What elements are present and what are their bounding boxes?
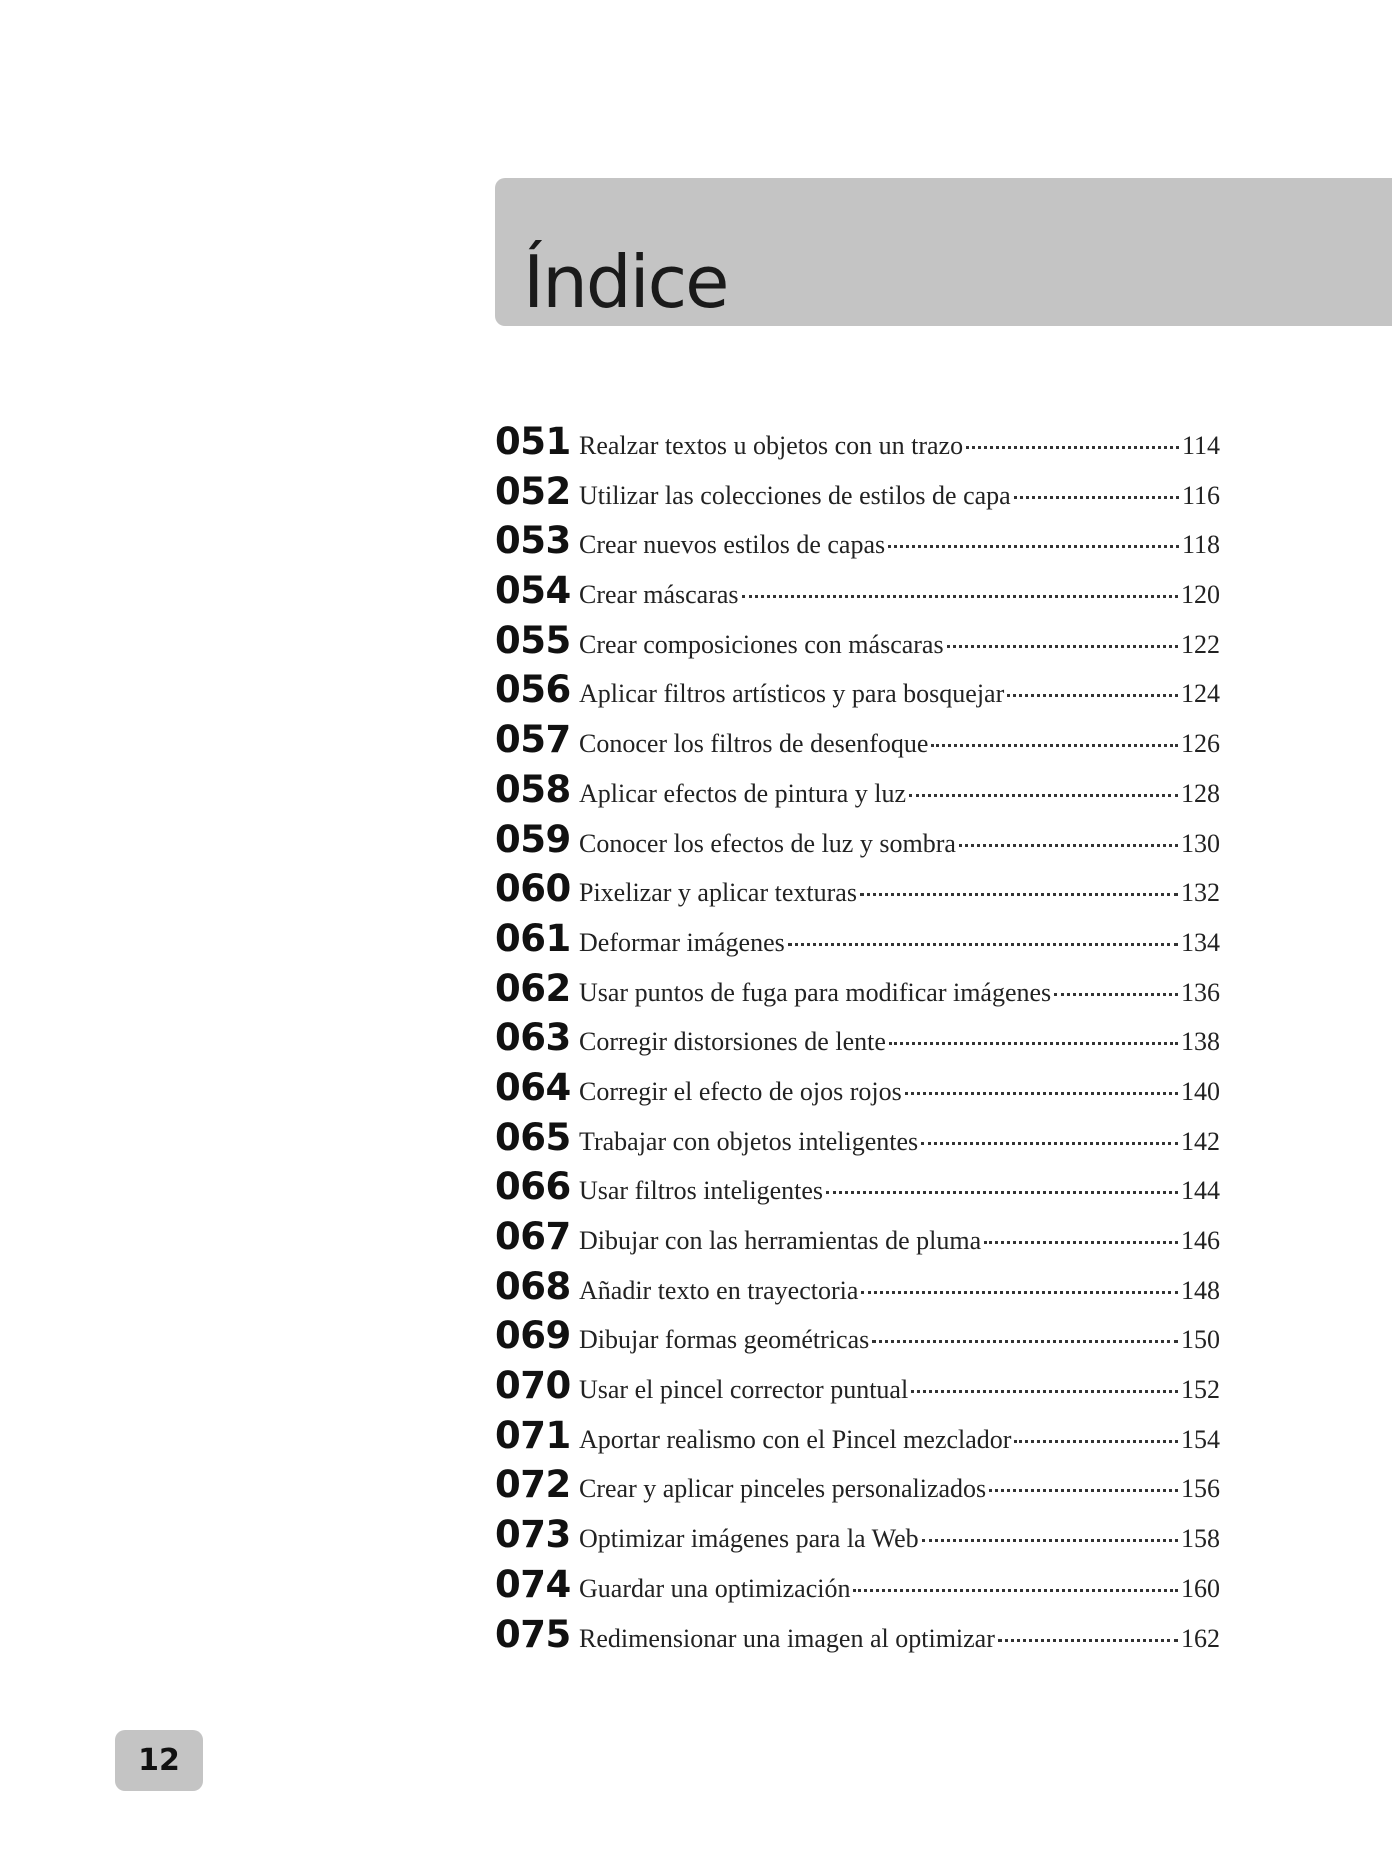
toc-entry-title: Aplicar filtros artísticos y para bosquejar: [579, 679, 1005, 709]
toc-entry-title: Crear y aplicar pinceles personalizados: [579, 1474, 987, 1504]
toc-entry-title: Conocer los filtros de desenfoque: [579, 729, 929, 759]
toc-entry-number: 071: [495, 1413, 571, 1457]
toc-entry-title: Guardar una optimización: [579, 1573, 851, 1603]
toc-entry-number: 066: [495, 1165, 571, 1209]
dot-leader: [1007, 694, 1178, 697]
toc-entry[interactable]: [495, 470, 1220, 520]
dot-leader: [909, 794, 1178, 797]
dot-leader: [984, 1241, 1178, 1244]
toc-entry[interactable]: [495, 569, 1220, 619]
toc-entry[interactable]: [495, 519, 1220, 569]
toc-entry[interactable]: [495, 1563, 1220, 1613]
toc-entry[interactable]: [495, 718, 1220, 768]
toc-entry-page: 118: [1181, 530, 1220, 560]
toc-entry-title: Corregir distorsiones de lente: [579, 1027, 886, 1057]
toc-entry-title: Crear máscaras: [579, 580, 739, 610]
toc-entry[interactable]: [495, 420, 1220, 470]
dot-leader: [947, 645, 1178, 648]
dot-leader: [911, 1390, 1178, 1393]
toc-entry-number: 052: [495, 469, 571, 513]
toc-entry-page: 160: [1181, 1573, 1220, 1603]
toc-entry-title: Aportar realismo con el Pincel mezclador: [579, 1424, 1012, 1454]
toc-entry-title: Añadir texto en trayectoria: [579, 1275, 859, 1305]
toc-entry-page: 148: [1181, 1275, 1220, 1305]
toc-entry-page: 142: [1181, 1126, 1220, 1156]
toc-entry[interactable]: [495, 867, 1220, 917]
toc-entry-number: 056: [495, 668, 571, 712]
toc-entry-page: 134: [1181, 927, 1220, 957]
toc-entry-page: 152: [1181, 1375, 1220, 1405]
toc-entry-page: 144: [1181, 1176, 1220, 1206]
toc-entry[interactable]: [495, 768, 1220, 818]
toc-entry-page: 124: [1181, 679, 1220, 709]
toc-entry-number: 072: [495, 1463, 571, 1507]
toc-entry-number: 067: [495, 1215, 571, 1258]
toc-entry-page: 130: [1181, 828, 1220, 858]
toc-entry-title: Crear nuevos estilos de capas: [579, 530, 886, 560]
toc-entry-page: 126: [1181, 729, 1220, 759]
toc-entry-number: 073: [495, 1513, 571, 1557]
toc-entry[interactable]: [495, 619, 1220, 669]
toc-entry-page: 132: [1181, 878, 1220, 908]
toc-entry-page: 120: [1181, 580, 1220, 610]
toc-entry-title: Usar filtros inteligentes: [579, 1176, 824, 1206]
toc-entry[interactable]: [495, 1165, 1220, 1215]
toc-entry-number: 069: [495, 1314, 571, 1358]
dot-leader: [872, 1340, 1178, 1343]
toc-entry-title: Aplicar efectos de pintura y luz: [579, 778, 907, 808]
toc-entry-page: 136: [1181, 977, 1220, 1007]
dot-leader: [861, 1291, 1178, 1294]
toc-entry-page: 128: [1181, 778, 1220, 808]
toc-entry-page: 150: [1181, 1325, 1220, 1355]
toc-entry-number: 054: [495, 569, 571, 613]
toc-entry[interactable]: [495, 1613, 1220, 1663]
dot-leader: [922, 1539, 1178, 1542]
toc-entry-number: 063: [495, 1016, 571, 1060]
toc-entry-number: 075: [495, 1612, 571, 1656]
toc-entry-title: Conocer los efectos de luz y sombra: [579, 828, 956, 858]
toc-entry-title: Utilizar las colecciones de estilos de capa: [579, 480, 1011, 510]
toc-entry-title: Redimensionar una imagen al optimizar: [579, 1623, 995, 1653]
toc-entry[interactable]: [495, 1066, 1220, 1116]
toc-entry[interactable]: [495, 1215, 1220, 1265]
toc-entry[interactable]: [495, 1016, 1220, 1066]
dot-leader: [1014, 1440, 1178, 1443]
toc-entry-number: 061: [495, 916, 571, 960]
dot-leader: [860, 893, 1178, 896]
dot-leader: [959, 844, 1178, 847]
toc-entry[interactable]: [495, 1265, 1220, 1315]
toc-entry[interactable]: [495, 1463, 1220, 1513]
toc-entry-page: 138: [1181, 1027, 1220, 1057]
toc-entry-number: 057: [495, 718, 571, 762]
dot-leader: [966, 446, 1179, 449]
table-of-contents: [495, 420, 1220, 1662]
toc-entry-number: 059: [495, 817, 571, 861]
toc-entry[interactable]: [495, 1414, 1220, 1464]
toc-entry-title: Usar el pincel corrector puntual: [579, 1375, 909, 1405]
toc-entry-title: Realzar textos u objetos con un trazo: [579, 431, 964, 460]
dot-leader: [888, 545, 1179, 548]
dot-leader: [1054, 993, 1178, 996]
toc-entry-number: 064: [495, 1065, 571, 1109]
toc-entry-number: 074: [495, 1562, 571, 1606]
toc-entry-page: 156: [1181, 1474, 1220, 1504]
toc-entry[interactable]: [495, 818, 1220, 868]
toc-entry-number: 070: [495, 1364, 571, 1408]
toc-entry-number: 053: [495, 519, 571, 563]
toc-entry-page: 146: [1181, 1226, 1220, 1255]
toc-entry-number: 055: [495, 618, 571, 662]
toc-entry-title: Optimizar imágenes para la Web: [579, 1524, 919, 1554]
toc-entry[interactable]: [495, 967, 1220, 1017]
toc-entry-number: 065: [495, 1115, 571, 1159]
toc-entry[interactable]: [495, 1364, 1220, 1414]
dot-leader: [1014, 496, 1179, 499]
toc-entry-title: Corregir el efecto de ojos rojos: [579, 1076, 902, 1106]
toc-entry[interactable]: [495, 1513, 1220, 1563]
toc-entry-page: 122: [1181, 629, 1220, 659]
dot-leader: [921, 1142, 1178, 1145]
toc-entry-number: 051: [495, 420, 571, 463]
toc-entry-number: 062: [495, 966, 571, 1010]
toc-entry[interactable]: [495, 668, 1220, 718]
dot-leader: [826, 1191, 1178, 1194]
dot-leader: [788, 943, 1178, 946]
dot-leader: [989, 1489, 1178, 1492]
toc-entry[interactable]: [495, 917, 1220, 967]
toc-entry-page: 140: [1181, 1076, 1220, 1106]
dot-leader: [931, 744, 1178, 747]
toc-entry-title: Crear composiciones con máscaras: [579, 629, 944, 659]
toc-entry-title: Dibujar formas geométricas: [579, 1325, 870, 1355]
dot-leader: [998, 1639, 1178, 1642]
toc-entry-title: Pixelizar y aplicar texturas: [579, 878, 857, 908]
dot-leader: [853, 1589, 1178, 1592]
toc-entry[interactable]: [495, 1314, 1220, 1364]
toc-entry-title: Dibujar con las herramientas de pluma: [579, 1226, 982, 1255]
toc-entry-title: Usar puntos de fuga para modificar imágenes: [579, 977, 1052, 1007]
title-band: [495, 178, 1392, 326]
toc-entry-number: 058: [495, 767, 571, 811]
toc-entry-title: Trabajar con objetos inteligentes: [579, 1126, 919, 1156]
toc-entry-page: 158: [1181, 1524, 1220, 1554]
toc-entry-title: Deformar imágenes: [579, 927, 785, 957]
toc-entry-page: 162: [1181, 1623, 1220, 1653]
dot-leader: [889, 1042, 1178, 1045]
toc-entry-page: 154: [1181, 1424, 1220, 1454]
page-number-badge: 12: [115, 1730, 203, 1791]
toc-entry-number: 068: [495, 1264, 571, 1308]
toc-entry[interactable]: [495, 1116, 1220, 1166]
toc-entry-page: 114: [1181, 431, 1220, 460]
dot-leader: [742, 595, 1178, 598]
page-title: Índice: [523, 240, 728, 324]
toc-entry-number: 060: [495, 867, 571, 911]
toc-entry-page: 116: [1181, 480, 1220, 510]
dot-leader: [905, 1092, 1178, 1095]
